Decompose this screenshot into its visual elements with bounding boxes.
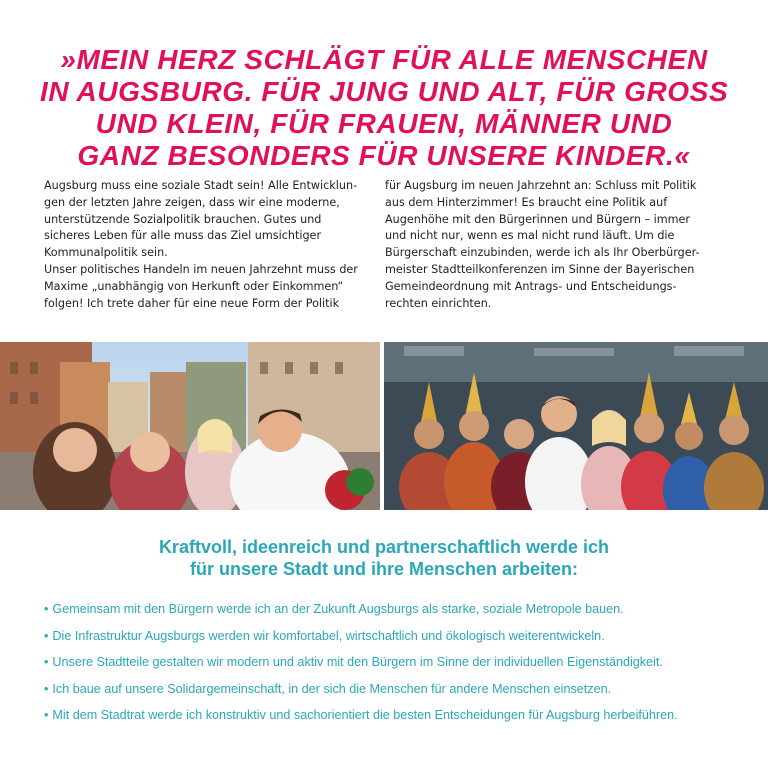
body-line: rechten einrichten. [385,296,492,310]
list-item [44,702,744,729]
body-line: aus dem Hinterzimmer! Es braucht eine Politik auf [385,195,668,209]
body-line: Kommunalpolitik sein. [44,246,168,260]
body-line: für Augsburg im neuen Jahrzehnt an: Schluss mit Politik [385,179,697,192]
bullet-marker: • [44,628,49,643]
list-item-text: Unsere Stadtteile gestalten wir modern und aktiv mit den Bürgern im Sinne der individuellen Eigenständigkeit. [52,655,663,669]
photo-street-scene [0,342,380,510]
body-line: Gemeindeordnung mit Antrags- und Entscheidungs- [385,279,677,293]
body-column-right [385,178,730,312]
body-line: unterstützende Sozialpolitik brauchen. Gutes und [44,212,322,226]
body-line: Unser politisches Handeln im neuen Jahrzehnt muss der [44,262,358,276]
headline-line: UND KLEIN, FÜR FRAUEN, MÄNNER UND [95,108,673,139]
subhead-line: Kraftvoll, ideenreich und partnerschaftlich werde ich [158,537,610,557]
headline-line: IN AUGSBURG. FÜR JUNG UND ALT, FÜR GROSS [40,76,729,107]
bullet-marker: • [44,655,49,669]
bullet-marker: • [44,708,49,722]
list-item [44,649,744,676]
bullet-marker: • [44,602,49,616]
list-item-text: Gemeinsam mit den Bürgern werde ich an der Zukunft Augsburgs als starke, soziale Metropole bauen. [52,602,624,616]
body-line: folgen! Ich trete daher für eine neue Form der Politik [44,296,340,310]
body-line: Augsburg muss eine soziale Stadt sein! Alle Entwicklun- [44,179,358,192]
list-item-text: Ich baue auf unsere Solidargemeinschaft, in der sich die Menschen für andere Menschen einsetzen. [52,681,612,696]
body-line: gen der letzten Jahre zeigen, dass wir eine moderne, [44,195,340,209]
list-item-text: Die Infrastruktur Augsburgs werden wir komfortabel, wirtschaftlich und ökologisch weiterentwickeln. [52,628,605,643]
body-line: meister Stadtteilkonferenzen im Sinne der Bayerischen [385,262,695,276]
list-item-text: Mit dem Stadtrat werde ich konstruktiv und sachorientiert die besten Entscheidungen für Augsburg herbeiführen. [52,708,678,722]
section-subheading [60,536,708,580]
headline-line: »MEIN HERZ SCHLÄGT FÜR ALLE MENSCHEN [60,44,708,75]
body-line: und nicht nur, wenn es mal nicht rund läuft. Um die [385,229,675,243]
list-item [44,676,744,703]
bullet-marker: • [44,681,49,696]
headline-line: GANZ BESONDERS FÜR UNSERE KINDER.« [77,140,691,171]
list-item [44,623,744,650]
body-line: Augenhöhe mit den Bürgerinnen und Bürgern – immer [385,212,691,226]
goals-list [44,596,744,729]
body-column-left [44,178,386,312]
body-line: Bürgerschaft einzubinden, werde ich als Ihr Oberbürger- [385,246,700,260]
photo-festival-group [384,342,768,510]
body-line: Maxime „unabhängig von Herkunft oder Einkommen“ [44,279,344,293]
headline-quote [40,44,728,172]
photo-strip [0,342,768,510]
subhead-line: für unsere Stadt und ihre Menschen arbeiten: [189,559,579,579]
body-line: sicheres Leben für alle muss das Ziel umsichtiger [44,229,322,243]
list-item [44,596,744,623]
